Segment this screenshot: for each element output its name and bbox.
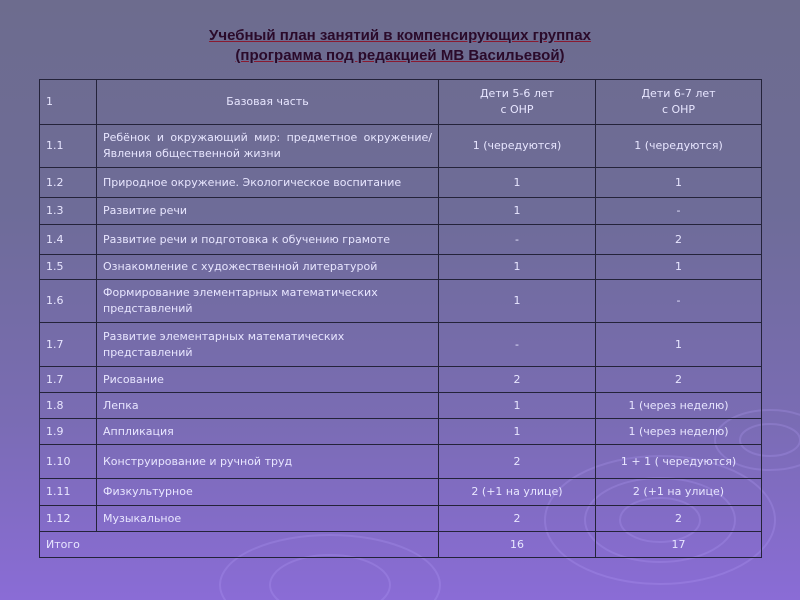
row-group-5-6: 1: [439, 198, 596, 225]
row-group-6-7: 1 (через неделю): [596, 393, 762, 419]
table-row: [40, 367, 762, 393]
row-subject: Рисование: [97, 367, 439, 393]
row-group-6-7: 1: [596, 323, 762, 367]
row-group-5-6: 1: [439, 168, 596, 198]
row-num: 1.1: [40, 125, 97, 168]
table-row: [40, 506, 762, 532]
row-subject: Развитие речи и подготовка к обучению грамоте: [97, 225, 439, 255]
row-group-6-7: 1 (чередуются): [596, 125, 762, 168]
curriculum-table: [39, 79, 762, 558]
title-line-2: (программа под редакцией МВ Васильевой): [235, 47, 565, 64]
row-group-6-7: 1: [596, 168, 762, 198]
row-num: 1.3: [40, 198, 97, 225]
page-title: [0, 26, 800, 66]
row-num: 1.11: [40, 479, 97, 506]
row-group-5-6: 2: [439, 506, 596, 532]
table-row: [40, 280, 762, 323]
row-subject: Природное окружение. Экологическое воспитание: [97, 168, 439, 198]
table-row: [40, 445, 762, 479]
header-group-5-6: [439, 80, 596, 125]
table-row: [40, 125, 762, 168]
row-group-5-6: 2 (+1 на улице): [439, 479, 596, 506]
row-num: 1.12: [40, 506, 97, 532]
row-group-5-6: 2: [439, 445, 596, 479]
row-subject: Ознакомление с художественной литературой: [97, 255, 439, 280]
row-num: 1.10: [40, 445, 97, 479]
table-row: [40, 323, 762, 367]
row-group-6-7: 1: [596, 255, 762, 280]
header-group-6-7: [596, 80, 762, 125]
row-num: 1.6: [40, 280, 97, 323]
row-subject: Развитие элементарных математических представлений: [97, 323, 439, 367]
row-group-6-7: 2: [596, 225, 762, 255]
row-group-6-7: 2 (+1 на улице): [596, 479, 762, 506]
header-subject: Базовая часть: [97, 80, 439, 125]
total-label: Итого: [40, 532, 439, 558]
row-group-5-6: 1: [439, 255, 596, 280]
row-subject: Ребёнок и окружающий мир: предметное окружение/ Явления общественной жизни: [97, 125, 439, 168]
row-group-5-6: -: [439, 323, 596, 367]
table-header-row: [40, 80, 762, 125]
row-num: 1.4: [40, 225, 97, 255]
row-subject: Физкультурное: [97, 479, 439, 506]
row-num: 1.7: [40, 367, 97, 393]
table-row: [40, 225, 762, 255]
row-num: 1.9: [40, 419, 97, 445]
table-row: [40, 255, 762, 280]
table-row: [40, 479, 762, 506]
row-group-6-7: 1 + 1 ( чередуются): [596, 445, 762, 479]
row-group-5-6: 1: [439, 393, 596, 419]
header-group-5-6-line2: с ОНР: [500, 103, 534, 116]
row-subject: Формирование элементарных математических представлений: [97, 280, 439, 323]
row-group-5-6: 1: [439, 419, 596, 445]
row-num: 1.5: [40, 255, 97, 280]
row-group-5-6: 2: [439, 367, 596, 393]
table-row: [40, 168, 762, 198]
row-subject: Лепка: [97, 393, 439, 419]
row-group-6-7: 2: [596, 367, 762, 393]
row-num: 1.2: [40, 168, 97, 198]
header-group-6-7-line1: Дети 6-7 лет: [641, 87, 716, 100]
header-num: 1: [40, 80, 97, 125]
row-group-6-7: -: [596, 198, 762, 225]
row-group-6-7: 2: [596, 506, 762, 532]
row-group-5-6: 1 (чередуются): [439, 125, 596, 168]
row-group-5-6: -: [439, 225, 596, 255]
row-subject: Аппликация: [97, 419, 439, 445]
header-group-5-6-line1: Дети 5-6 лет: [479, 87, 555, 100]
row-num: 1.7: [40, 323, 97, 367]
table-row: [40, 419, 762, 445]
row-subject: Музыкальное: [97, 506, 439, 532]
row-group-6-7: 1 (через неделю): [596, 419, 762, 445]
row-group-6-7: -: [596, 280, 762, 323]
row-group-5-6: 1: [439, 280, 596, 323]
row-num: 1.8: [40, 393, 97, 419]
row-subject: Конструирование и ручной труд: [97, 445, 439, 479]
table-row: [40, 198, 762, 225]
table-row: [40, 393, 762, 419]
row-subject: Развитие речи: [97, 198, 439, 225]
header-group-6-7-line2: с ОНР: [661, 103, 696, 116]
total-group-6-7: 17: [596, 532, 762, 558]
table-total-row: [40, 532, 762, 558]
title-line-1: Учебный план занятий в компенсирующих группах: [209, 27, 591, 44]
total-group-5-6: 16: [439, 532, 596, 558]
